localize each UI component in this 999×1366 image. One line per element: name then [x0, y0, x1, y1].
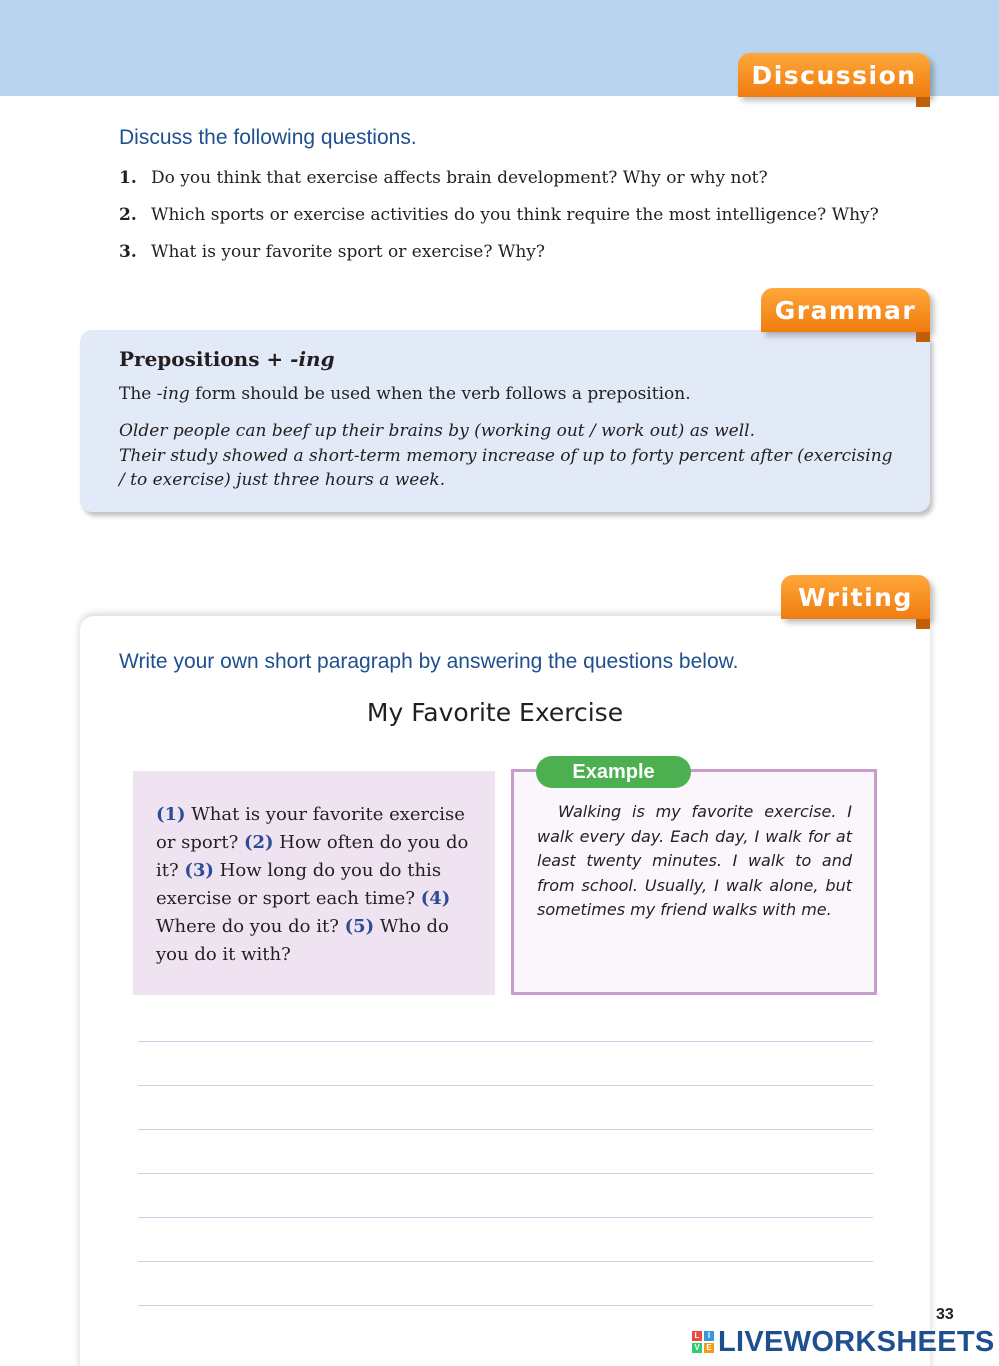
logo-letter: L	[692, 1331, 702, 1341]
prompt-text: Who do you do it with?	[156, 916, 449, 965]
prompt-text: Where do you do it?	[156, 916, 345, 937]
brand-name: LIVEWORKSHEETS	[718, 1325, 995, 1358]
discussion-instruction: Discuss the following questions.	[119, 126, 417, 149]
writing-tab: Writing	[781, 575, 930, 619]
grammar-tab: Grammar	[761, 288, 930, 332]
logo-letter: I	[704, 1331, 714, 1341]
writing-line[interactable]	[138, 1217, 873, 1261]
discussion-question	[119, 165, 899, 202]
grammar-rule-after: form should be used when the verb follows a preposition.	[189, 384, 691, 404]
prompt-number: (5)	[344, 916, 375, 937]
prompt-number: (2)	[243, 832, 274, 853]
example-label: Example	[536, 756, 691, 788]
page-edge	[930, 96, 999, 1366]
prompt-number: (4)	[420, 888, 451, 909]
writing-prompts	[133, 771, 495, 995]
prompt-text: How often do you do it?	[156, 832, 469, 881]
prompt-text: How long do you do this exercise or sport each time?	[156, 860, 442, 909]
question-text: Do you think that exercise affects brain development? Why or why not?	[151, 168, 768, 188]
question-text: What is your favorite sport or exercise? Why?	[151, 242, 546, 262]
prompt-text: What is your favorite exercise or sport?	[156, 804, 465, 853]
writing-lines	[138, 1041, 873, 1349]
writing-instruction: Write your own short paragraph by answering the questions below.	[119, 650, 739, 673]
writing-line[interactable]	[138, 1041, 873, 1085]
grammar-box	[80, 330, 930, 512]
prompt-number: (1)	[156, 804, 186, 825]
logo-letter: E	[704, 1343, 714, 1353]
writing-line[interactable]	[138, 1129, 873, 1173]
discussion-question	[119, 239, 899, 276]
grammar-title	[119, 347, 335, 371]
question-number: 1.	[119, 168, 137, 188]
grammar-examples	[119, 419, 899, 493]
prompt-number: (3)	[184, 860, 214, 881]
logo-letter: V	[692, 1343, 702, 1353]
discussion-questions	[119, 165, 899, 276]
grammar-rule	[119, 384, 691, 404]
page-number: 33	[936, 1306, 954, 1323]
writing-line[interactable]	[138, 1085, 873, 1129]
grammar-rule-before: The	[119, 384, 157, 404]
writing-line[interactable]	[138, 1261, 873, 1305]
grammar-rule-italic: -ing	[156, 384, 190, 404]
question-number: 2.	[119, 205, 137, 225]
discussion-question	[119, 202, 899, 239]
grammar-example-2: Their study showed a short-term memory increase of up to forty percent after (exercising / to exercise) just three hours a week.	[119, 445, 893, 490]
writing-line[interactable]	[138, 1173, 873, 1217]
writing-title: My Favorite Exercise	[366, 698, 624, 727]
liveworksheets-logo[interactable]	[692, 1325, 995, 1359]
question-number: 3.	[119, 242, 137, 262]
logo-grid-icon	[692, 1331, 714, 1353]
grammar-example-1: Older people can beef up their brains by (working out / work out) as well.	[119, 421, 755, 441]
example-text: Walking is my favorite exercise. I walk every day. Each day, I walk for at least twenty minutes. I walk to and from school. Usually, I walk alone, but sometimes my friend walks with me.	[537, 802, 852, 919]
discussion-tab: Discussion	[738, 53, 930, 97]
question-text: Which sports or exercise activities do you think require the most intelligence? Why?	[151, 205, 879, 225]
grammar-title-prefix: Prepositions +	[119, 347, 291, 371]
grammar-title-suffix: -ing	[290, 347, 335, 371]
